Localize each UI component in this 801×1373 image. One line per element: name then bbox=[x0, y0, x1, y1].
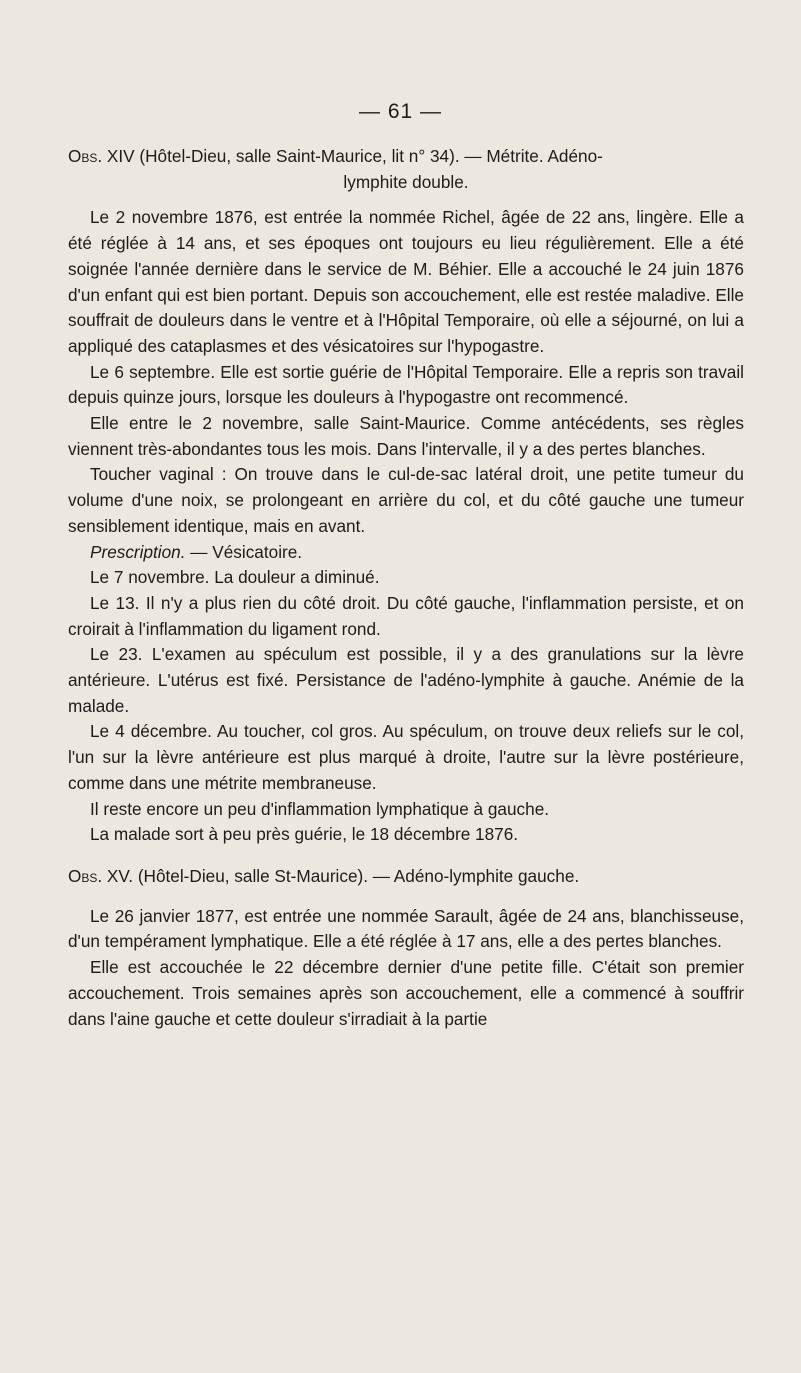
paragraph: Le 2 novembre 1876, est entrée la nommée Richel, âgée de 22 ans, lingère. Elle a été réglée à 14 ans, et ses époques ont toujours eu lieu régulièrement. Elle a été soignée l'année dernière dans le service de M. Béhier. Elle a accouché le 24 juin 1876 d'un enfant qui est bien portant. Depuis son accouchement, elle est restée maladive. Elle souffrait de douleurs dans le ventre et à l'Hôpital Temporaire, où elle a séjourné, on lui a appliqué des cataplasmes et des vésicatoires sur l'hypogastre. bbox=[68, 207, 744, 356]
paragraph: Il reste encore un peu d'inflammation lymphatique à gauche. bbox=[90, 798, 550, 819]
observation-label: Obs. bbox=[68, 146, 103, 166]
observation-15-heading bbox=[68, 864, 744, 890]
observation-label: Obs. bbox=[68, 865, 103, 886]
paragraph: Le 6 septembre. Elle est sortie guérie de l'Hôpital Temporaire. Elle a repris son travail depuis quinze jours, lorsque les douleurs à l'hypogastre ont recommencé. bbox=[68, 361, 744, 408]
paragraph: Le 7 novembre. La douleur a diminué. bbox=[90, 567, 380, 588]
paragraph: Le 23. L'examen au spéculum est possible, il y a des granulations sur la lèvre antérieure. L'utérus est fixé. Persistance de l'adéno-lymphite à gauche. Anémie de la malade. bbox=[68, 644, 744, 716]
prescription-paragraph bbox=[68, 540, 744, 566]
paragraph: Le 13. Il n'y a plus rien du côté droit. Du côté gauche, l'inflammation persiste, et on croirait à l'inflammation du ligament rond. bbox=[68, 592, 744, 639]
prescription-text: — Vésicatoire. bbox=[185, 541, 303, 562]
paragraph: Elle est accouchée le 22 décembre dernier d'une petite fille. C'était son premier accouchement. Trois semaines après son accouchement, elle a commencé à souffrir dans l'aine gauche et cette douleur s'irradiait à la partie bbox=[68, 957, 744, 1029]
page-body bbox=[68, 144, 744, 1032]
paragraph: Le 4 décembre. Au toucher, col gros. Au spéculum, on trouve deux reliefs sur le col, l'un sur la lèvre antérieure est plus marqué à droite, l'autre sur la lèvre postérieure, comme dans une métrite membraneuse. bbox=[68, 721, 744, 793]
observation-14-title: XIV (Hôtel-Dieu, salle Saint-Maurice, lit n° 34). — Métrite. Adéno- bbox=[102, 146, 603, 166]
paragraph: Toucher vaginal : On trouve dans le cul-de-sac latéral droit, une petite tumeur du volume d'une noix, se prolongeant en arrière du col, et du côté gauche une tumeur sensiblement identique, mais en avant. bbox=[68, 464, 744, 536]
paragraph: Le 26 janvier 1877, est entrée une nommée Sarault, âgée de 24 ans, blanchisseuse, d'un tempérament lymphatique. Elle a été réglée à 17 ans, elle a des pertes blanches. bbox=[68, 905, 744, 952]
observation-15-title: XV. (Hôtel-Dieu, salle St-Maurice). — Adéno-lymphite gauche. bbox=[102, 865, 580, 886]
observation-14-title-line2: lymphite double. bbox=[343, 171, 469, 192]
observation-14-heading bbox=[68, 144, 744, 195]
paragraph: Elle entre le 2 novembre, salle Saint-Maurice. Comme antécédents, ses règles viennent très-abondantes tous les mois. Dans l'intervalle, il y a des pertes blanches. bbox=[68, 413, 744, 459]
prescription-label: Prescription. bbox=[90, 541, 186, 562]
page-number: — 61 — bbox=[358, 100, 443, 123]
paragraph: La malade sort à peu près guérie, le 18 décembre 1876. bbox=[90, 824, 519, 845]
